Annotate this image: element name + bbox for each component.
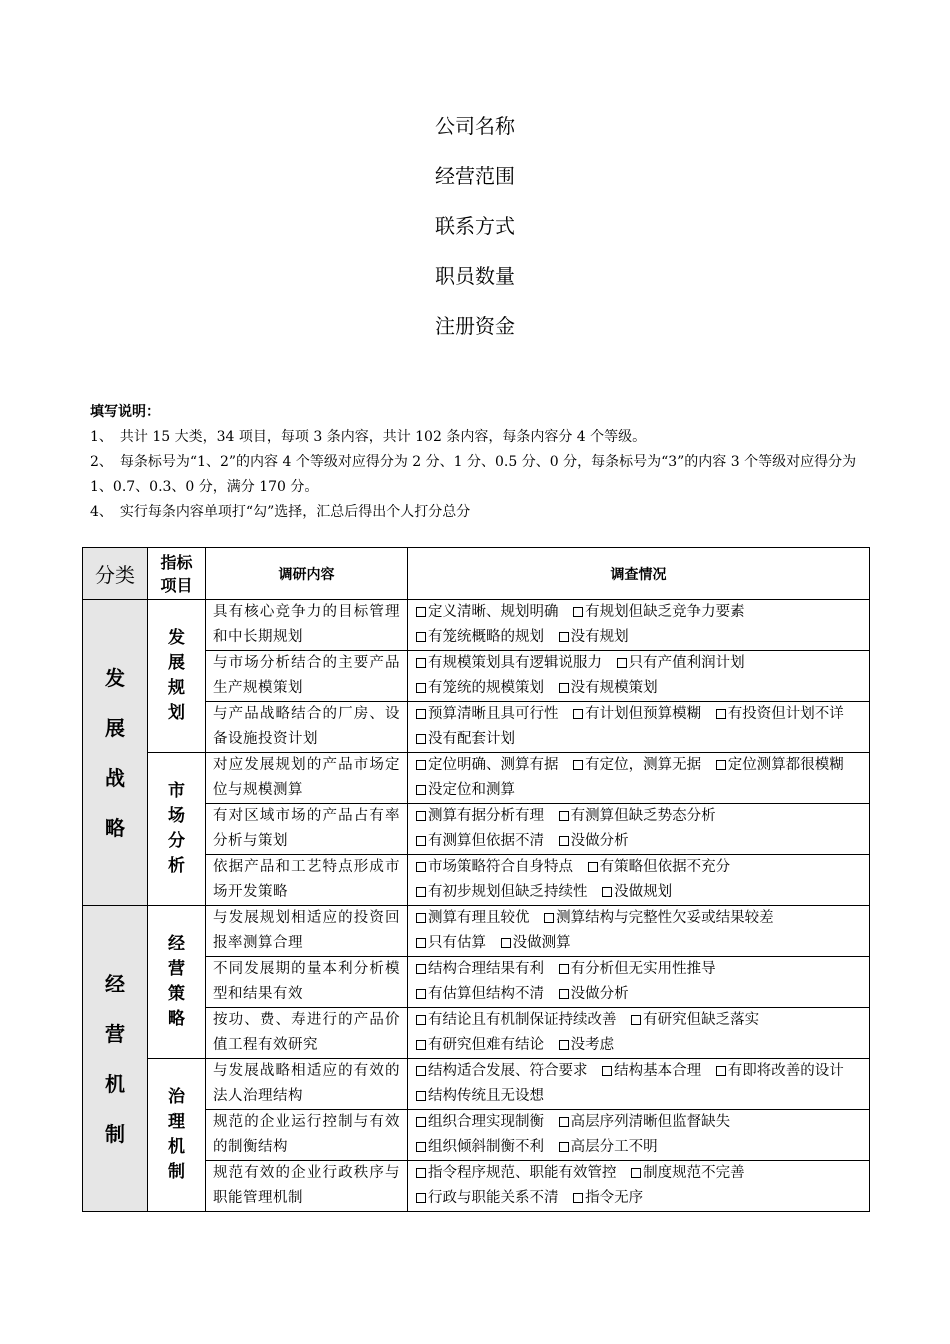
checkbox-icon[interactable]: [573, 1193, 583, 1203]
indicator-cell: [148, 600, 206, 753]
option-label: 只有估算: [428, 935, 486, 951]
option-label: 有规模策划具有逻辑说服力: [428, 655, 602, 671]
survey-option[interactable]: [416, 859, 573, 875]
option-label: 没做规划: [614, 884, 673, 900]
survey-option[interactable]: [617, 655, 745, 671]
survey-table-body: [83, 600, 870, 1212]
option-label: 定义清晰、规划明确: [428, 604, 559, 620]
instructions: [90, 400, 870, 525]
option-label: 高层分工不明: [570, 1139, 658, 1155]
research-content-cell: 与产品战略结合的厂房、设备设施投资计划: [206, 702, 408, 753]
option-label: 结构合理结果有利: [428, 961, 544, 977]
survey-option[interactable]: [573, 757, 701, 773]
instruction-item: 2、 每条标号为“1、2”的内容 4 个等级对应得分为 2 分、1 分、0.5 分、0 分，每条标号为“3”的内容 3 个等级对应得分为 1、0.7、0.3、0 分，满分 170 分。: [90, 454, 857, 495]
option-label: 高层序列清晰但监督缺失: [570, 1114, 731, 1130]
survey-option[interactable]: [416, 1190, 559, 1206]
survey-status-cell: [408, 1161, 870, 1212]
indicator-char: 分: [168, 831, 185, 851]
indicator-char: 策: [168, 984, 185, 1004]
category-cell: [83, 906, 148, 1212]
checkbox-icon[interactable]: [416, 938, 426, 948]
survey-option[interactable]: [588, 859, 731, 875]
header-survey: 调查情况: [408, 548, 870, 600]
survey-option[interactable]: [573, 604, 745, 620]
checkbox-icon[interactable]: [416, 734, 426, 744]
company-info-fields: [0, 106, 950, 356]
indicator-cell: [148, 906, 206, 1059]
survey-option[interactable]: [559, 629, 629, 645]
checkbox-icon[interactable]: [602, 1066, 612, 1076]
checkbox-icon[interactable]: [416, 1142, 426, 1152]
option-label: 有研究但缺乏落实: [643, 1012, 760, 1028]
survey-option[interactable]: [416, 604, 559, 620]
option-label: 结构基本合理: [614, 1063, 702, 1079]
checkbox-icon[interactable]: [559, 964, 569, 974]
survey-option[interactable]: [559, 1139, 658, 1155]
survey-status-cell: [408, 855, 870, 906]
checkbox-icon[interactable]: [416, 658, 426, 668]
survey-status-cell: [408, 600, 870, 651]
checkbox-icon[interactable]: [416, 887, 426, 897]
option-label: 测算有理且较优: [428, 910, 530, 926]
option-label: 没定位和测算: [428, 782, 515, 798]
category-char: 经: [105, 971, 125, 996]
checkbox-icon[interactable]: [559, 632, 569, 642]
research-content-cell: 与市场分析结合的主要产品生产规模策划: [206, 651, 408, 702]
survey-option[interactable]: [416, 1063, 588, 1079]
checkbox-icon[interactable]: [416, 1040, 426, 1050]
option-label: 测算有据分析有理: [428, 808, 544, 824]
option-label: 有笼统的规模策划: [428, 680, 544, 696]
checkbox-icon[interactable]: [416, 989, 426, 999]
category-char: 制: [105, 1121, 125, 1146]
survey-status-cell: [408, 753, 870, 804]
option-label: 指令无序: [585, 1190, 644, 1206]
survey-option[interactable]: [716, 706, 844, 722]
option-label: 测算结构与完整性欠妥或结果较差: [556, 910, 774, 926]
registered-capital-label: 注册资金: [435, 314, 515, 338]
option-label: 只有产值利润计划: [628, 655, 745, 671]
indicator-char: 场: [168, 806, 185, 826]
survey-option[interactable]: [573, 1190, 643, 1206]
checkbox-icon[interactable]: [416, 632, 426, 642]
checkbox-icon[interactable]: [416, 683, 426, 693]
survey-status-cell: [408, 702, 870, 753]
option-label: 有即将改善的设计: [727, 1063, 844, 1079]
indicator-char: 发: [168, 628, 185, 648]
business-scope-label: 经营范围: [435, 164, 515, 188]
option-label: 没做测算: [512, 935, 571, 951]
option-label: 有研究但难有结论: [428, 1037, 544, 1053]
research-content-cell: 有对区域市场的产品占有率分析与策划: [206, 804, 408, 855]
research-content-cell: 按功、费、寿进行的产品价值工程有效研究: [206, 1008, 408, 1059]
survey-option[interactable]: [559, 986, 629, 1002]
research-content-cell: 规范的企业运行控制与有效的制衡结构: [206, 1110, 408, 1161]
option-label: 有策略但依据不充分: [599, 859, 731, 875]
option-label: 没做分析: [570, 833, 629, 849]
option-label: 有测算但缺乏势态分析: [570, 808, 716, 824]
table-row: [83, 753, 870, 804]
category-char: 营: [105, 1021, 125, 1046]
option-label: 组织合理实现制衡: [428, 1114, 544, 1130]
checkbox-icon[interactable]: [416, 760, 426, 770]
instruction-item: 4、 实行每条内容单项打“勾”选择，汇总后得出个人打分总分: [90, 504, 471, 520]
survey-option[interactable]: [416, 1037, 544, 1053]
instructions-title: 填写说明：: [90, 404, 160, 420]
survey-option[interactable]: [416, 884, 588, 900]
option-label: 有分析但无实用性推导: [570, 961, 716, 977]
checkbox-icon[interactable]: [559, 1117, 569, 1127]
survey-option[interactable]: [544, 910, 774, 926]
checkbox-icon[interactable]: [416, 1066, 426, 1076]
survey-option[interactable]: [416, 808, 544, 824]
indicator-cell: [148, 1059, 206, 1212]
survey-option[interactable]: [631, 1012, 759, 1028]
table-row: [83, 600, 870, 651]
instruction-item: 1、 共计 15 大类，34 项目，每项 3 条内容，共计 102 条内容，每条内容分 4 个等级。: [90, 429, 647, 445]
survey-option[interactable]: [416, 629, 544, 645]
survey-option[interactable]: [416, 1088, 544, 1104]
survey-option[interactable]: [416, 961, 544, 977]
option-label: 没做分析: [570, 986, 629, 1002]
survey-option[interactable]: [716, 757, 844, 773]
survey-option[interactable]: [416, 910, 530, 926]
survey-status-cell: [408, 1110, 870, 1161]
company-name-label: 公司名称: [435, 114, 515, 138]
survey-option[interactable]: [416, 1114, 544, 1130]
survey-status-cell: [408, 1059, 870, 1110]
survey-option[interactable]: [416, 1012, 617, 1028]
survey-option[interactable]: [416, 757, 559, 773]
staff-count-label: 职员数量: [435, 264, 515, 288]
option-label: 行政与职能关系不清: [428, 1190, 559, 1206]
option-label: 有测算但依据不清: [428, 833, 544, 849]
survey-option[interactable]: [416, 833, 544, 849]
option-label: 没考虑: [570, 1037, 615, 1053]
checkbox-icon[interactable]: [588, 862, 598, 872]
option-label: 组织倾斜制衡不利: [428, 1139, 544, 1155]
indicator-char: 理: [168, 1112, 185, 1132]
survey-status-cell: [408, 804, 870, 855]
option-label: 有规划但缺乏竞争力要素: [585, 604, 745, 620]
checkbox-icon[interactable]: [559, 811, 569, 821]
checkbox-icon[interactable]: [416, 913, 426, 923]
survey-option[interactable]: [559, 833, 629, 849]
category-char: 展: [105, 715, 125, 740]
indicator-char: 经: [168, 934, 185, 954]
survey-option[interactable]: [631, 1165, 745, 1181]
header-content: 调研内容: [206, 548, 408, 600]
option-label: 定位明确、测算有据: [428, 757, 559, 773]
survey-option[interactable]: [416, 1139, 544, 1155]
survey-option[interactable]: [501, 935, 571, 951]
checkbox-icon[interactable]: [501, 938, 511, 948]
survey-option[interactable]: [416, 680, 544, 696]
survey-option[interactable]: [559, 680, 658, 696]
checkbox-icon[interactable]: [602, 887, 612, 897]
research-content-cell: 不同发展期的量本利分析模型和结果有效: [206, 957, 408, 1008]
option-label: 有初步规划但缺乏持续性: [428, 884, 588, 900]
survey-option[interactable]: [416, 1165, 617, 1181]
option-label: 没有规划: [570, 629, 629, 645]
category-char: 发: [105, 665, 125, 690]
research-content-cell: 与发展战略相适应的有效的法人治理结构: [206, 1059, 408, 1110]
category-char: 战: [105, 765, 125, 790]
indicator-cell: [148, 753, 206, 906]
table-header-row: [83, 548, 870, 600]
option-label: 结构适合发展、符合要求: [428, 1063, 588, 1079]
option-label: 结构传统且无设想: [428, 1088, 544, 1104]
checkbox-icon[interactable]: [573, 607, 583, 617]
checkbox-icon[interactable]: [416, 811, 426, 821]
indicator-char: 展: [168, 653, 185, 673]
option-label: 有定位，测算无据: [585, 757, 702, 773]
option-label: 没有配套计划: [428, 731, 515, 747]
survey-option[interactable]: [416, 782, 515, 798]
survey-option[interactable]: [602, 884, 672, 900]
table-row: [83, 906, 870, 957]
research-content-cell: 与发展规划相适应的投资回报率测算合理: [206, 906, 408, 957]
checkbox-icon[interactable]: [559, 1142, 569, 1152]
option-label: 有估算但结构不清: [428, 986, 544, 1002]
checkbox-icon[interactable]: [416, 1193, 426, 1203]
checkbox-icon[interactable]: [716, 760, 726, 770]
survey-option[interactable]: [416, 731, 515, 747]
checkbox-icon[interactable]: [416, 1168, 426, 1178]
survey-option[interactable]: [559, 1114, 731, 1130]
option-label: 有投资但计划不详: [727, 706, 844, 722]
checkbox-icon[interactable]: [416, 1015, 426, 1025]
table-row: [83, 1059, 870, 1110]
checkbox-icon[interactable]: [416, 836, 426, 846]
survey-status-cell: [408, 906, 870, 957]
survey-option[interactable]: [416, 986, 544, 1002]
research-content-cell: 具有核心竞争力的目标管理和中长期规划: [206, 600, 408, 651]
option-label: 有结论且有机制保证持续改善: [428, 1012, 617, 1028]
option-label: 定位测算都很模糊: [727, 757, 844, 773]
survey-status-cell: [408, 957, 870, 1008]
option-label: 制度规范不完善: [643, 1165, 745, 1181]
indicator-char: 治: [168, 1087, 185, 1107]
survey-option[interactable]: [716, 1063, 844, 1079]
indicator-char: 划: [168, 703, 185, 723]
survey-option[interactable]: [416, 935, 486, 951]
indicator-char: 规: [168, 678, 185, 698]
checkbox-icon[interactable]: [416, 1091, 426, 1101]
option-label: 指令程序规范、职能有效管控: [428, 1165, 617, 1181]
research-content-cell: 规范有效的企业行政秩序与职能管理机制: [206, 1161, 408, 1212]
survey-option[interactable]: [559, 961, 716, 977]
checkbox-icon[interactable]: [416, 1117, 426, 1127]
checkbox-icon[interactable]: [573, 709, 583, 719]
option-label: 有笼统概略的规划: [428, 629, 544, 645]
checkbox-icon[interactable]: [559, 683, 569, 693]
checkbox-icon[interactable]: [416, 862, 426, 872]
survey-option[interactable]: [416, 706, 559, 722]
survey-status-cell: [408, 1008, 870, 1059]
category-cell: [83, 600, 148, 906]
survey-option[interactable]: [573, 706, 701, 722]
survey-option[interactable]: [602, 1063, 701, 1079]
option-label: 没有规模策划: [570, 680, 658, 696]
option-label: 有计划但预算模糊: [585, 706, 702, 722]
checkbox-icon[interactable]: [416, 607, 426, 617]
checkbox-icon[interactable]: [416, 785, 426, 795]
indicator-char: 营: [168, 959, 185, 979]
survey-status-cell: [408, 651, 870, 702]
survey-option[interactable]: [559, 1037, 615, 1053]
checkbox-icon[interactable]: [559, 836, 569, 846]
checkbox-icon[interactable]: [631, 1015, 641, 1025]
indicator-char: 制: [168, 1162, 185, 1182]
survey-option[interactable]: [559, 808, 716, 824]
checkbox-icon[interactable]: [416, 709, 426, 719]
category-char: 机: [105, 1071, 125, 1096]
checkbox-icon[interactable]: [631, 1168, 641, 1178]
checkbox-icon[interactable]: [416, 964, 426, 974]
option-label: 市场策略符合自身特点: [428, 859, 573, 875]
header-indicator: [148, 548, 206, 600]
indicator-char: 市: [168, 781, 185, 801]
checkbox-icon[interactable]: [716, 709, 726, 719]
header-indicator-line2: 项目: [160, 575, 193, 595]
checkbox-icon[interactable]: [617, 658, 627, 668]
contact-label: 联系方式: [435, 214, 515, 238]
research-content-cell: 对应发展规划的产品市场定位与规模测算: [206, 753, 408, 804]
checkbox-icon[interactable]: [716, 1066, 726, 1076]
checkbox-icon[interactable]: [559, 1040, 569, 1050]
header-indicator-line1: 指标: [160, 552, 193, 572]
indicator-char: 析: [168, 856, 185, 876]
header-category: 分类: [83, 548, 148, 600]
indicator-char: 略: [168, 1009, 185, 1029]
checkbox-icon[interactable]: [559, 989, 569, 999]
indicator-char: 机: [168, 1137, 185, 1157]
category-char: 略: [105, 815, 125, 840]
checkbox-icon[interactable]: [544, 913, 554, 923]
checkbox-icon[interactable]: [573, 760, 583, 770]
survey-option[interactable]: [416, 655, 602, 671]
research-content-cell: 依据产品和工艺特点形成市场开发策略: [206, 855, 408, 906]
option-label: 预算清晰且具可行性: [428, 706, 559, 722]
survey-table: [82, 547, 870, 1212]
